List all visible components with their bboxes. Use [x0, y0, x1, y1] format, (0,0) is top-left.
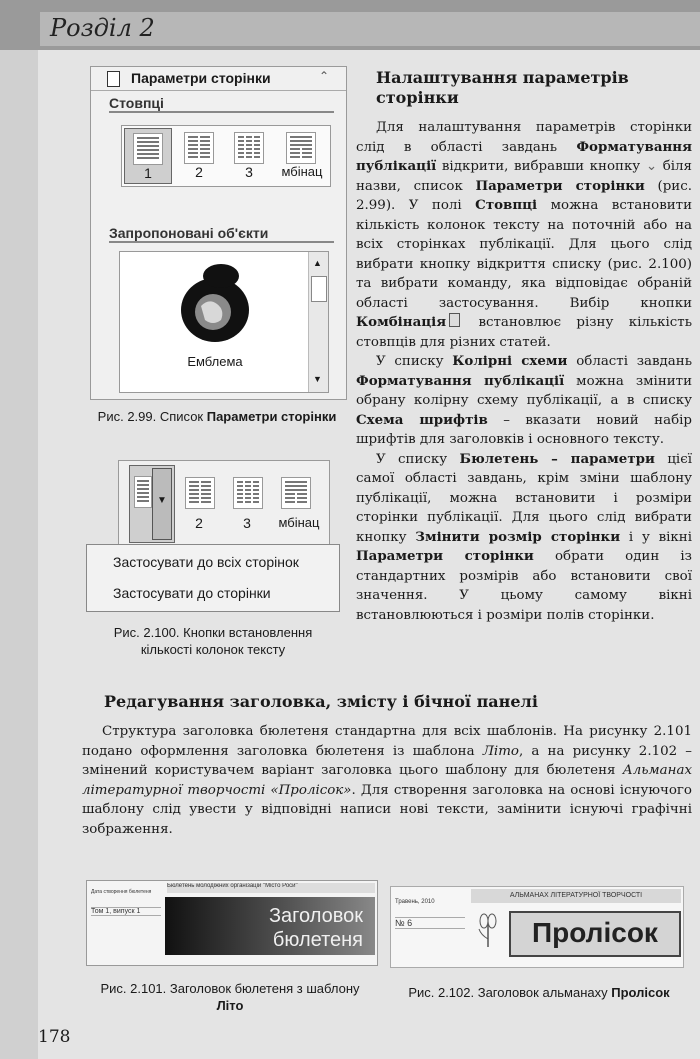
columns-section-label: Стовпці [109, 95, 334, 113]
emblem-globe-icon [175, 260, 255, 350]
almanac-header [390, 886, 684, 968]
scroll-down-icon[interactable]: ▼ [313, 374, 322, 384]
emblem-label: Емблема [187, 354, 243, 369]
column-option-1[interactable] [124, 128, 172, 184]
dropdown-arrow-button[interactable] [152, 468, 172, 540]
column-option-combination[interactable] [275, 471, 327, 531]
suggested-objects-list [119, 251, 329, 393]
almanac-issue: № 6 [395, 917, 465, 929]
figure-caption-2-101: Рис. 2.101. Заголовок бюлетеня з шаблону Літо [100, 981, 360, 1013]
column-option-label: мбінац [281, 164, 323, 179]
section-title-header-editing: Редагування заголовка, змісту і бічної панелі [104, 692, 538, 711]
header-topbar: Бюлетень молодіжних організацій "Місто Роси" [167, 883, 375, 893]
page-gutter [0, 0, 38, 1059]
column-option-1-dropdown[interactable] [129, 465, 175, 543]
apply-to-all-pages-item[interactable]: Застосувати до всіх сторінок [113, 554, 299, 570]
section-title-page-parameters: Налаштування параметрів сторінки [376, 68, 629, 107]
section1-text [356, 118, 692, 625]
header-issue: Том 1, випуск 1 [91, 907, 161, 916]
column-buttons-panel [118, 460, 330, 548]
column-option-label: 3 [245, 164, 253, 180]
section2-text [82, 722, 692, 839]
almanac-title-box [509, 911, 681, 957]
column-option-2[interactable] [176, 128, 222, 182]
column-option-3[interactable] [226, 128, 272, 182]
column-option-label: 2 [195, 164, 203, 180]
apply-columns-menu [86, 544, 340, 612]
column-option-combination[interactable] [276, 128, 328, 182]
suggested-objects-label: Запропоновані об'єкти [109, 225, 334, 243]
page-number: 178 [38, 1027, 71, 1047]
snowdrop-flower-icon [473, 909, 503, 949]
column-option-2[interactable] [179, 471, 225, 531]
almanac-title: Пролісок [532, 917, 658, 948]
panel-title: Параметри сторінки [131, 70, 271, 86]
double-chevron-icon: ⌄ [645, 159, 658, 174]
column-option-label: мбінац [278, 515, 320, 530]
almanac-topbar: АЛЬМАНАХ ЛІТЕРАТУРНОЇ ТВОРЧОСТІ [471, 889, 681, 903]
column-option-label: 1 [144, 165, 152, 181]
columns-options [121, 125, 331, 187]
header-title-block [165, 897, 375, 955]
paragraph: Структура заголовка бюлетеня стандартна для всіх шаблонів. На рисунку 2.101 подано оформлення заголовка бюлетеня із шаблона Літо, а на рисунку 2.102 – змінений користувачем варіант заголовка цього шаблону для бюлетеня Альманах літературної творчості «Пролісок». Для створення заголовка на основі існуючого шаблону слід увести у відповідні написи нові тексти, замінити існуючі графічні зображення. [82, 724, 692, 837]
scroll-thumb[interactable] [311, 276, 327, 302]
paragraph: Для налаштування параметрів сторінки слід в області завдань Форматування публікації відкрити, вибравши кнопку ⌄ біля назви, список Параметри сторінки (рис. 2.99). У полі Стовпці можна встановити кількість колонок тексту на поточній або на всіх сторінках публікації. Для цього слід вибрати кнопку відкриття списку (рис. 2.100) та вибрати команду, яка відповідає обраній області застосування. Вибір кнопки Комбінація встановлює різну кількість стовпців для різних статей. [356, 120, 692, 350]
apply-to-page-item[interactable]: Застосувати до сторінки [113, 585, 271, 601]
page-parameters-panel [90, 66, 347, 400]
emblem-item[interactable] [120, 252, 306, 392]
combination-icon [449, 313, 460, 327]
newsletter-header-template [86, 880, 378, 966]
header-date: Дата створення бюлетеня [91, 889, 152, 895]
scroll-up-icon[interactable]: ▲ [313, 258, 322, 268]
header-title-line2: бюлетеня [272, 929, 363, 951]
figure-caption-2-99: Рис. 2.99. Список Параметри сторінки [97, 409, 337, 424]
collapse-chevron-icon[interactable]: ⌃ [319, 69, 330, 83]
chapter-title: Розділ 2 [50, 14, 155, 42]
figure-caption-2-100: Рис. 2.100. Кнопки встановлення кількості колонок тексту [113, 625, 313, 657]
almanac-date: Травень, 2010 [395, 899, 435, 905]
column-option-3[interactable] [227, 471, 273, 531]
page-icon [107, 71, 120, 87]
header-title-line1: Заголовок [268, 905, 363, 927]
paragraph: У списку Бюлетень – параметри цієї самої області завдань, крім зміни шаблону публікації, можна встановити і розміри сторінки публікації. Для цього слід вибрати кнопку Змінити розмір сторінки і у вікні Параметри сторінки обрати один із стандартних розмірів або встановити свої значення. У цьому самому вікні встановлюються і розміри полів сторінки. [356, 450, 692, 623]
figure-caption-2-102: Рис. 2.102. Заголовок альманаху Пролісок [408, 985, 670, 1000]
paragraph: У списку Колірні схеми області завдань Форматування публікації можна змінити обрану колірну схему публікації, а в списку Схема шрифтів – вказати новий набір шрифтів для заголовків і основного тексту. [356, 353, 693, 447]
dropdown-arrow-icon: ▼ [157, 495, 167, 506]
scrollbar[interactable] [308, 252, 328, 392]
column-option-label: 2 [195, 515, 203, 531]
column-option-label: 3 [243, 515, 251, 531]
